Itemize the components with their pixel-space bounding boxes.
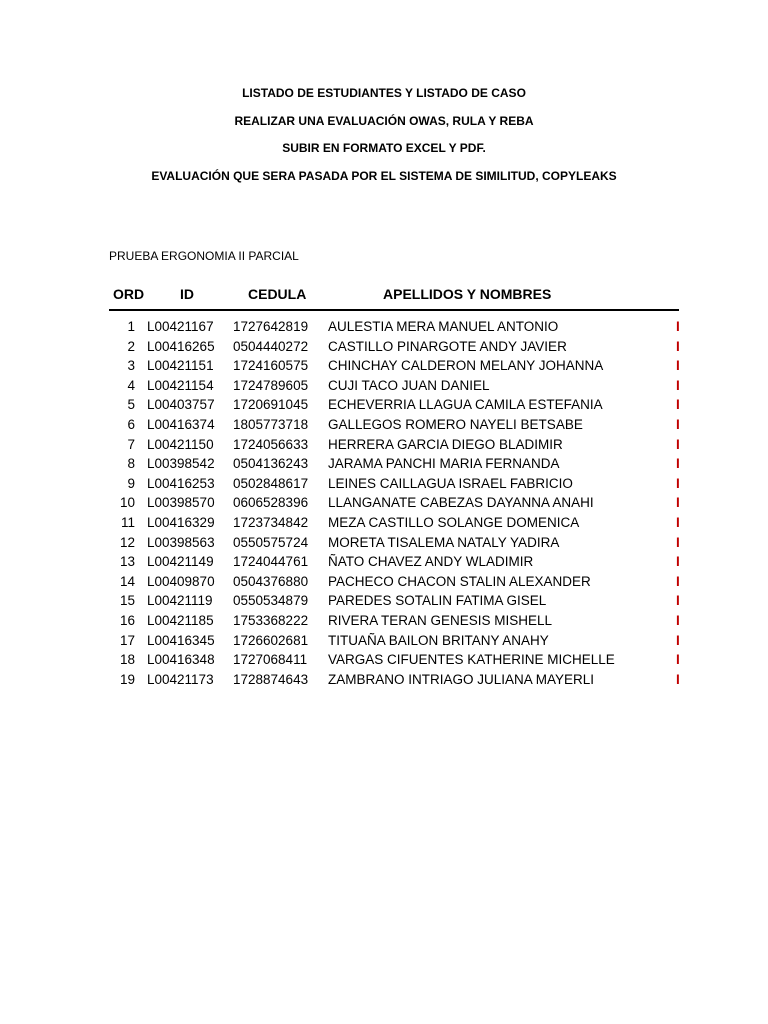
- cell-id: L00421119: [147, 593, 213, 609]
- cell-ord: 7: [127, 436, 135, 452]
- cell-ord: 11: [120, 514, 135, 530]
- cell-cedula: 1753368222: [233, 612, 309, 628]
- cell-ord: 6: [127, 416, 135, 432]
- cell-nombre: JARAMA PANCHI MARIA FERNANDA: [328, 456, 560, 472]
- cell-id: L00421149: [147, 554, 214, 570]
- cell-cedula: 1724160575: [233, 358, 309, 374]
- table-row: [109, 650, 689, 670]
- cell-id: L00416348: [147, 652, 215, 668]
- cell-cedula: 1724056633: [233, 436, 309, 452]
- cell-id: L00398542: [147, 456, 215, 472]
- row-marker: I: [676, 534, 680, 550]
- row-marker: I: [676, 671, 680, 687]
- cell-id: L00403757: [147, 397, 215, 413]
- cell-id: L00421150: [147, 436, 214, 452]
- table-row: [109, 356, 689, 376]
- table-row: [109, 474, 689, 494]
- column-header-cedula: CEDULA: [248, 286, 307, 302]
- row-marker: I: [676, 416, 680, 432]
- table-row: [109, 337, 689, 357]
- cell-ord: 19: [119, 671, 135, 687]
- cell-nombre: CASTILLO PINARGOTE ANDY JAVIER: [328, 338, 567, 354]
- cell-ord: 17: [119, 632, 135, 648]
- cell-ord: 3: [127, 358, 135, 374]
- row-marker: I: [676, 612, 680, 628]
- cell-ord: 14: [119, 573, 135, 589]
- cell-id: L00398570: [147, 495, 215, 511]
- cell-id: L00398563: [147, 534, 215, 550]
- cell-nombre: CUJI TACO JUAN DANIEL: [328, 377, 490, 393]
- column-header-ord: ORD: [113, 286, 145, 302]
- table-row: [109, 415, 689, 435]
- row-marker: I: [676, 573, 680, 589]
- cell-id: L00416374: [147, 416, 215, 432]
- row-marker: I: [676, 397, 680, 413]
- cell-id: L00421185: [147, 612, 214, 628]
- row-marker: I: [676, 436, 680, 452]
- cell-nombre: ZAMBRANO INTRIAGO JULIANA MAYERLI: [328, 671, 595, 687]
- table-row: [109, 493, 689, 513]
- cell-cedula: 0504440272: [233, 338, 309, 354]
- row-marker: I: [676, 514, 680, 530]
- cell-ord: 9: [127, 475, 135, 491]
- cell-cedula: 1728874643: [233, 671, 309, 687]
- row-marker: I: [676, 377, 680, 393]
- document-headings: [0, 84, 768, 194]
- table-row: [109, 435, 689, 455]
- cell-ord: 2: [127, 338, 135, 354]
- section-subtitle: PRUEBA ERGONOMIA II PARCIAL: [109, 249, 299, 263]
- cell-id: L00421173: [147, 671, 214, 687]
- column-header-nombres: APELLIDOS Y NOMBRES: [383, 286, 552, 302]
- heading-line: EVALUACIÓN QUE SERA PASADA POR EL SISTEMA DE SIMILITUD, COPYLEAKS: [151, 168, 617, 183]
- heading-line: REALIZAR UNA EVALUACIÓN OWAS, RULA Y REBA: [234, 113, 534, 128]
- cell-id: L00409870: [147, 573, 215, 589]
- row-marker: I: [676, 495, 680, 511]
- heading-line: SUBIR EN FORMATO EXCEL Y PDF.: [282, 141, 486, 155]
- cell-cedula: 1727068411: [233, 652, 308, 668]
- cell-id: L00416265: [147, 338, 215, 354]
- cell-nombre: LLANGANATE CABEZAS DAYANNA ANAHI: [328, 495, 594, 511]
- cell-nombre: MEZA CASTILLO SOLANGE DOMENICA: [328, 514, 580, 530]
- table-row: [109, 611, 689, 631]
- row-marker: I: [676, 338, 680, 354]
- cell-cedula: 1720691045: [233, 397, 309, 413]
- row-marker: I: [676, 358, 680, 374]
- cell-ord: 16: [119, 612, 135, 628]
- cell-nombre: RIVERA TERAN GENESIS MISHELL: [328, 612, 553, 628]
- cell-nombre: TITUAÑA BAILON BRITANY ANAHY: [328, 632, 549, 648]
- cell-ord: 10: [119, 495, 135, 511]
- cell-nombre: CHINCHAY CALDERON MELANY JOHANNA: [328, 358, 604, 374]
- row-marker: I: [676, 554, 680, 570]
- cell-cedula: 1727642819: [233, 319, 309, 334]
- cell-cedula: 0504136243: [233, 456, 309, 472]
- cell-ord: 13: [119, 554, 135, 570]
- table-row: [109, 533, 689, 553]
- cell-cedula: 1726602681: [233, 632, 309, 648]
- row-marker: I: [676, 652, 680, 668]
- cell-ord: 1: [127, 319, 135, 334]
- cell-cedula: 0550575724: [233, 534, 309, 550]
- table-row: [109, 572, 689, 592]
- heading-line: LISTADO DE ESTUDIANTES Y LISTADO DE CASO: [242, 86, 526, 100]
- cell-id: L00416329: [147, 514, 215, 530]
- table-header: [109, 283, 679, 311]
- cell-ord: 4: [127, 377, 135, 393]
- cell-nombre: PACHECO CHACON STALIN ALEXANDER: [328, 573, 591, 589]
- cell-cedula: 0504376880: [233, 573, 309, 589]
- cell-cedula: 1724044761: [233, 554, 309, 570]
- cell-ord: 8: [127, 456, 135, 472]
- cell-nombre: VARGAS CIFUENTES KATHERINE MICHELLE: [328, 652, 615, 668]
- cell-nombre: ECHEVERRIA LLAGUA CAMILA ESTEFANIA: [328, 397, 603, 413]
- cell-cedula: 1723734842: [233, 514, 309, 530]
- table-row: [109, 552, 689, 572]
- cell-ord: 5: [127, 397, 135, 413]
- cell-ord: 12: [119, 534, 135, 550]
- cell-cedula: 0502848617: [233, 475, 309, 491]
- cell-cedula: 1805773718: [233, 416, 309, 432]
- table-row: [109, 670, 689, 690]
- cell-nombre: PAREDES SOTALIN FATIMA GISEL: [328, 593, 547, 609]
- cell-cedula: 1724789605: [233, 377, 309, 393]
- cell-nombre: GALLEGOS ROMERO NAYELI BETSABE: [328, 416, 583, 432]
- table-row: [109, 317, 689, 337]
- column-header-id: ID: [180, 286, 194, 302]
- table-row: [109, 454, 689, 474]
- cell-nombre: MORETA TISALEMA NATALY YADIRA: [328, 534, 560, 550]
- row-marker: I: [676, 632, 680, 648]
- cell-cedula: 0606528396: [233, 495, 309, 511]
- cell-id: L00416253: [147, 475, 215, 491]
- table-row: [109, 513, 689, 533]
- table-row: [109, 591, 689, 611]
- row-marker: I: [676, 593, 680, 609]
- cell-ord: 18: [119, 652, 135, 668]
- table-row: [109, 376, 689, 396]
- table-row: [109, 631, 689, 651]
- cell-id: L00421151: [147, 358, 214, 374]
- cell-nombre: ÑATO CHAVEZ ANDY WLADIMIR: [328, 554, 534, 570]
- student-table-body: [109, 317, 689, 689]
- row-marker: I: [676, 475, 680, 491]
- cell-nombre: AULESTIA MERA MANUEL ANTONIO: [328, 319, 559, 334]
- cell-id: L00416345: [147, 632, 215, 648]
- cell-nombre: LEINES CAILLAGUA ISRAEL FABRICIO: [328, 475, 573, 491]
- table-row: [109, 395, 689, 415]
- cell-cedula: 0550534879: [233, 593, 309, 609]
- row-marker: I: [676, 456, 680, 472]
- cell-nombre: HERRERA GARCIA DIEGO BLADIMIR: [328, 436, 563, 452]
- cell-id: L00421154: [147, 377, 214, 393]
- cell-ord: 15: [119, 593, 135, 609]
- cell-id: L00421167: [147, 319, 214, 334]
- row-marker: I: [676, 319, 680, 334]
